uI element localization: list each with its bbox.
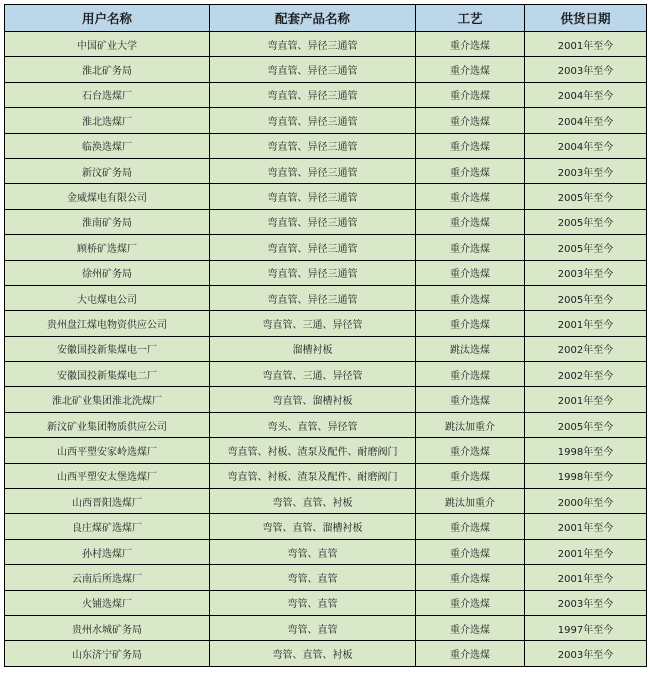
cell-customer-name: 安徽国投新集煤电二厂 [5, 362, 210, 387]
cell-process: 重介选煤 [416, 463, 525, 488]
cell-supply-date: 2002年至今 [525, 362, 647, 387]
customer-supply-table [4, 4, 647, 667]
cell-supply-date: 2004年至今 [525, 133, 647, 158]
cell-product-name: 弯管、直管、衬板 [210, 641, 416, 666]
cell-customer-name: 良庄煤矿选煤厂 [5, 514, 210, 539]
cell-product-name: 弯管、直管 [210, 590, 416, 615]
cell-process: 重介选煤 [416, 57, 525, 82]
cell-customer-name: 山东济宁矿务局 [5, 641, 210, 666]
table-row [5, 336, 647, 361]
cell-product-name: 弯直管、异径三通管 [210, 82, 416, 107]
cell-supply-date: 1997年至今 [525, 615, 647, 640]
cell-customer-name: 火铺选煤厂 [5, 590, 210, 615]
cell-process: 重介选煤 [416, 590, 525, 615]
cell-supply-date: 2002年至今 [525, 336, 647, 361]
cell-process: 重介选煤 [416, 311, 525, 336]
cell-supply-date: 2003年至今 [525, 641, 647, 666]
cell-product-name: 弯管、直管 [210, 565, 416, 590]
cell-customer-name: 山西平塑安太堡选煤厂 [5, 463, 210, 488]
cell-customer-name: 徐州矿务局 [5, 260, 210, 285]
cell-supply-date: 2001年至今 [525, 387, 647, 412]
cell-customer-name: 山西晋阳选煤厂 [5, 489, 210, 514]
cell-process: 跳汰加重介 [416, 412, 525, 437]
table-row [5, 565, 647, 590]
cell-process: 重介选煤 [416, 438, 525, 463]
cell-process: 重介选煤 [416, 565, 525, 590]
cell-product-name: 弯管、直管、衬板 [210, 489, 416, 514]
cell-process: 重介选煤 [416, 260, 525, 285]
table-row [5, 184, 647, 209]
cell-supply-date: 2000年至今 [525, 489, 647, 514]
header-product-name: 配套产品名称 [210, 5, 416, 32]
cell-process: 重介选煤 [416, 108, 525, 133]
cell-process: 重介选煤 [416, 235, 525, 260]
cell-supply-date: 2005年至今 [525, 412, 647, 437]
cell-supply-date: 2001年至今 [525, 32, 647, 57]
cell-process: 重介选煤 [416, 539, 525, 564]
table-row [5, 133, 647, 158]
cell-customer-name: 安徽国投新集煤电一厂 [5, 336, 210, 361]
cell-product-name: 弯管、直管 [210, 539, 416, 564]
table-row [5, 57, 647, 82]
cell-supply-date: 2004年至今 [525, 82, 647, 107]
table-row [5, 412, 647, 437]
header-row [5, 5, 647, 32]
cell-product-name: 弯直管、异径三通管 [210, 184, 416, 209]
cell-supply-date: 2005年至今 [525, 209, 647, 234]
cell-process: 重介选煤 [416, 82, 525, 107]
cell-product-name: 弯直管、溜槽衬板 [210, 387, 416, 412]
header-customer-name: 用户名称 [5, 5, 210, 32]
cell-process: 重介选煤 [416, 158, 525, 183]
cell-customer-name: 新汶矿业集团物质供应公司 [5, 412, 210, 437]
cell-product-name: 溜槽衬板 [210, 336, 416, 361]
table-row [5, 209, 647, 234]
cell-customer-name: 临涣选煤厂 [5, 133, 210, 158]
cell-process: 重介选煤 [416, 209, 525, 234]
cell-customer-name: 淮南矿务局 [5, 209, 210, 234]
cell-customer-name: 山西平塑安家岭选煤厂 [5, 438, 210, 463]
cell-product-name: 弯管、直管、溜槽衬板 [210, 514, 416, 539]
table-row [5, 108, 647, 133]
table-row [5, 489, 647, 514]
cell-product-name: 弯头、直管、异径管 [210, 412, 416, 437]
cell-supply-date: 2001年至今 [525, 311, 647, 336]
cell-supply-date: 2003年至今 [525, 590, 647, 615]
cell-customer-name: 淮北矿务局 [5, 57, 210, 82]
cell-supply-date: 2003年至今 [525, 57, 647, 82]
cell-process: 重介选煤 [416, 285, 525, 310]
cell-product-name: 弯直管、三通、异径管 [210, 311, 416, 336]
cell-supply-date: 2005年至今 [525, 235, 647, 260]
cell-product-name: 弯直管、异径三通管 [210, 57, 416, 82]
table-row [5, 438, 647, 463]
cell-process: 重介选煤 [416, 514, 525, 539]
cell-process: 跳汰选煤 [416, 336, 525, 361]
table-header [5, 5, 647, 32]
table-row [5, 158, 647, 183]
table-row [5, 362, 647, 387]
cell-product-name: 弯直管、衬板、渣泵及配件、耐磨阀门 [210, 438, 416, 463]
table-row [5, 387, 647, 412]
table-row [5, 235, 647, 260]
cell-supply-date: 2001年至今 [525, 514, 647, 539]
cell-supply-date: 2003年至今 [525, 260, 647, 285]
header-process: 工艺 [416, 5, 525, 32]
cell-product-name: 弯直管、异径三通管 [210, 260, 416, 285]
cell-customer-name: 金威煤电有限公司 [5, 184, 210, 209]
cell-product-name: 弯管、直管 [210, 615, 416, 640]
cell-supply-date: 1998年至今 [525, 463, 647, 488]
cell-process: 重介选煤 [416, 387, 525, 412]
cell-supply-date: 2004年至今 [525, 108, 647, 133]
table-body [5, 32, 647, 667]
table-row [5, 285, 647, 310]
cell-customer-name: 淮北矿业集团淮北洗煤厂 [5, 387, 210, 412]
cell-customer-name: 中国矿业大学 [5, 32, 210, 57]
cell-product-name: 弯直管、异径三通管 [210, 32, 416, 57]
cell-product-name: 弯直管、异径三通管 [210, 108, 416, 133]
table-row [5, 590, 647, 615]
cell-product-name: 弯直管、异径三通管 [210, 158, 416, 183]
table-row [5, 260, 647, 285]
header-supply-date: 供货日期 [525, 5, 647, 32]
cell-product-name: 弯直管、衬板、渣泵及配件、耐磨阀门 [210, 463, 416, 488]
cell-process: 重介选煤 [416, 362, 525, 387]
cell-supply-date: 1998年至今 [525, 438, 647, 463]
cell-product-name: 弯直管、三通、异径管 [210, 362, 416, 387]
table-row [5, 539, 647, 564]
cell-product-name: 弯直管、异径三通管 [210, 133, 416, 158]
cell-customer-name: 云南后所选煤厂 [5, 565, 210, 590]
cell-customer-name: 新汶矿务局 [5, 158, 210, 183]
cell-process: 重介选煤 [416, 133, 525, 158]
cell-customer-name: 淮北选煤厂 [5, 108, 210, 133]
cell-customer-name: 顾桥矿选煤厂 [5, 235, 210, 260]
cell-product-name: 弯直管、异径三通管 [210, 285, 416, 310]
table-row [5, 514, 647, 539]
cell-customer-name: 孙村选煤厂 [5, 539, 210, 564]
cell-product-name: 弯直管、异径三通管 [210, 209, 416, 234]
cell-customer-name: 石台选煤厂 [5, 82, 210, 107]
cell-process: 重介选煤 [416, 32, 525, 57]
cell-process: 重介选煤 [416, 615, 525, 640]
table-row [5, 311, 647, 336]
cell-supply-date: 2005年至今 [525, 184, 647, 209]
cell-customer-name: 大屯煤电公司 [5, 285, 210, 310]
table-row [5, 32, 647, 57]
table-row [5, 615, 647, 640]
cell-customer-name: 贵州盘江煤电物资供应公司 [5, 311, 210, 336]
table-row [5, 82, 647, 107]
table-row [5, 641, 647, 666]
cell-supply-date: 2003年至今 [525, 158, 647, 183]
cell-customer-name: 贵州水城矿务局 [5, 615, 210, 640]
cell-process: 跳汰加重介 [416, 489, 525, 514]
table-row [5, 463, 647, 488]
cell-process: 重介选煤 [416, 184, 525, 209]
cell-process: 重介选煤 [416, 641, 525, 666]
customer-supply-table-container [4, 4, 647, 667]
cell-product-name: 弯直管、异径三通管 [210, 235, 416, 260]
cell-supply-date: 2005年至今 [525, 285, 647, 310]
cell-supply-date: 2001年至今 [525, 539, 647, 564]
cell-supply-date: 2001年至今 [525, 565, 647, 590]
